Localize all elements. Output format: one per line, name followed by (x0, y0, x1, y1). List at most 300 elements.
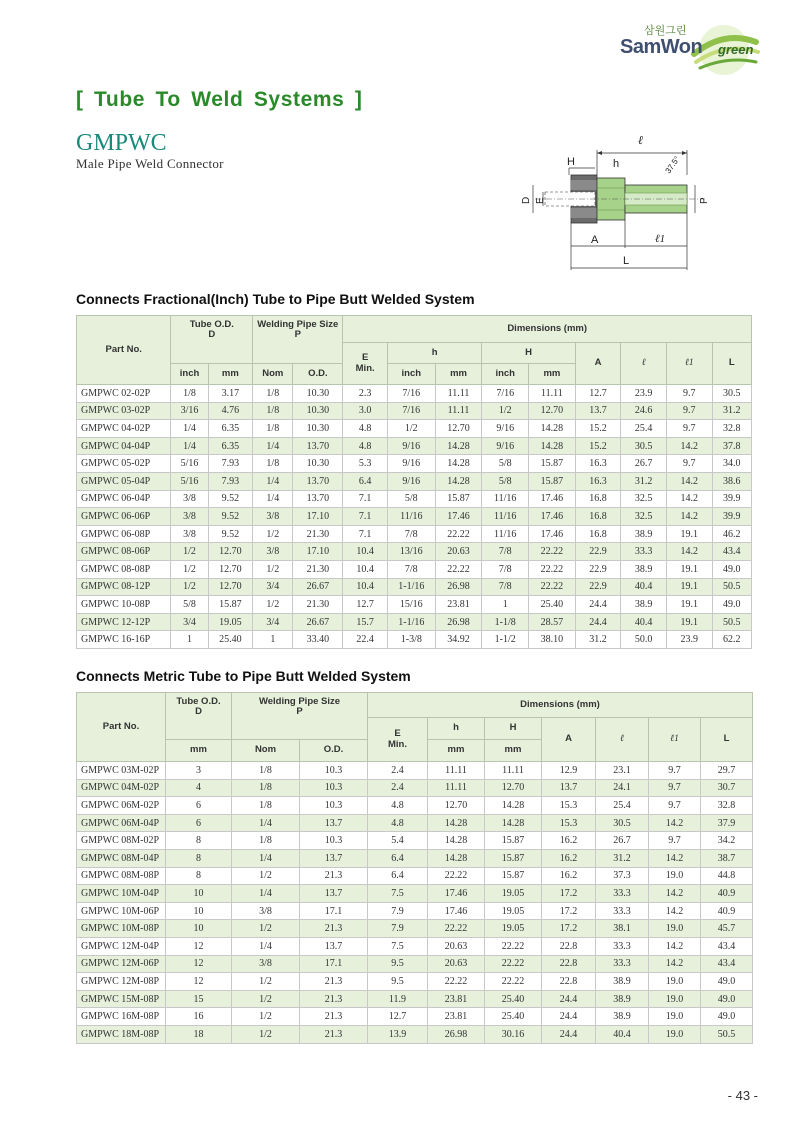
table-cell: 5/8 (387, 490, 435, 508)
table-cell: 19.1 (666, 596, 712, 614)
part-number-cell: GMPWC 08M-02P (77, 832, 166, 850)
table-cell: 49.0 (701, 990, 753, 1008)
table-cell: 7.9 (368, 920, 428, 938)
table-cell: 5.4 (368, 832, 428, 850)
table-cell: 1/8 (232, 779, 300, 797)
header-dimensions: Dimensions (mm) (343, 316, 752, 343)
part-number-cell: GMPWC 18M-08P (77, 1025, 166, 1043)
table-cell: 10 (166, 885, 232, 903)
table-cell: 49.0 (701, 1008, 753, 1026)
table-cell: 15.3 (542, 797, 596, 815)
table-cell: 12 (166, 955, 232, 973)
table-row (77, 543, 752, 561)
table-cell: 1/2 (232, 920, 300, 938)
part-number-cell: GMPWC 06M-02P (77, 797, 166, 815)
table-cell: 1/2 (171, 560, 208, 578)
table-cell: 14.28 (485, 797, 542, 815)
product-name: Male Pipe Weld Connector (76, 156, 224, 171)
table-row (77, 631, 752, 649)
table-row (77, 385, 752, 403)
table-cell: 14.28 (485, 814, 542, 832)
table-cell: 14.2 (649, 814, 701, 832)
table-cell: 21.3 (300, 1008, 368, 1026)
table-cell: 3.17 (208, 385, 253, 403)
table-cell: 21.3 (300, 1025, 368, 1043)
header-l1: ℓ1 (666, 343, 712, 385)
table-cell: 13.7 (300, 937, 368, 955)
table-cell: 40.4 (596, 1025, 649, 1043)
header-pipe-od: O.D. (300, 740, 368, 762)
header-total-l: L (701, 718, 753, 762)
part-number-cell: GMPWC 08-08P (77, 560, 171, 578)
diagram-label-P: P (699, 197, 710, 204)
table-cell: 9.7 (649, 797, 701, 815)
table-cell: 11.11 (428, 762, 485, 780)
part-number-cell: GMPWC 16-16P (77, 631, 171, 649)
table-cell: 22.22 (428, 973, 485, 991)
table-cell: 11.9 (368, 990, 428, 1008)
table-cell: 26.98 (435, 578, 482, 596)
part-number-cell: GMPWC 10M-06P (77, 902, 166, 920)
header-part-no: Part No. (77, 693, 166, 762)
part-number-cell: GMPWC 04M-02P (77, 779, 166, 797)
table-cell: 44.8 (701, 867, 753, 885)
table-cell: 40.4 (621, 578, 667, 596)
table-cell: 25.40 (485, 990, 542, 1008)
table-cell: 7.93 (208, 455, 253, 473)
part-number-cell: GMPWC 03-02P (77, 402, 171, 420)
table-cell: 22.4 (343, 631, 388, 649)
table-cell: 17.46 (529, 508, 576, 526)
table-cell: 13/16 (387, 543, 435, 561)
table-cell: 1/8 (253, 420, 293, 438)
table1-caption: Connects Fractional(Inch) Tube to Pipe Butt Welded System (76, 291, 475, 307)
table-cell: 13.7 (300, 814, 368, 832)
table-cell: 22.9 (575, 578, 621, 596)
table-cell: 26.98 (428, 1025, 485, 1043)
header-l: ℓ (596, 718, 649, 762)
header-welding-pipe-size: Welding Pipe Size P (253, 316, 343, 364)
header-total-l: L (712, 343, 751, 385)
table-cell: 24.4 (542, 1008, 596, 1026)
table-cell: 17.46 (428, 885, 485, 903)
table-cell: 22.22 (428, 867, 485, 885)
header-pipe-nom: Nom (232, 740, 300, 762)
table-row (77, 420, 752, 438)
table-cell: 10.4 (343, 560, 388, 578)
table-cell: 7/16 (387, 402, 435, 420)
table-cell: 7/16 (482, 385, 529, 403)
table-cell: 9/16 (387, 437, 435, 455)
header-e-min: E Min. (343, 343, 388, 385)
table-cell: 12.7 (343, 596, 388, 614)
header-dimensions: Dimensions (mm) (368, 693, 753, 718)
table-cell: 11.11 (485, 762, 542, 780)
table-row (77, 920, 753, 938)
table-cell: 7.1 (343, 525, 388, 543)
table-cell: 1/2 (253, 560, 293, 578)
table-cell: 4.76 (208, 402, 253, 420)
table-cell: 37.3 (596, 867, 649, 885)
header-pipe-nom: Nom (253, 364, 293, 385)
table-row (77, 455, 752, 473)
table-cell: 12.70 (435, 420, 482, 438)
connector-diagram (505, 130, 735, 275)
table-cell: 12 (166, 937, 232, 955)
table-cell: 30.5 (621, 437, 667, 455)
table-cell: 15/16 (387, 596, 435, 614)
part-number-cell: GMPWC 08M-04P (77, 849, 166, 867)
part-number-cell: GMPWC 06M-04P (77, 814, 166, 832)
table-cell: 38.9 (596, 973, 649, 991)
table-cell: 33.3 (621, 543, 667, 561)
table-cell: 14.2 (666, 437, 712, 455)
table-cell: 30.16 (485, 1025, 542, 1043)
table-cell: 1/2 (232, 1025, 300, 1043)
table-row (77, 1008, 753, 1026)
table-cell: 1-1/16 (387, 578, 435, 596)
table-cell: 1/4 (171, 420, 208, 438)
table-cell: 1/4 (253, 490, 293, 508)
table-cell: 14.28 (529, 420, 576, 438)
table-cell: 28.57 (529, 613, 576, 631)
table-cell: 19.05 (208, 613, 253, 631)
table-cell: 13.7 (300, 885, 368, 903)
table-cell: 3/4 (253, 613, 293, 631)
table-cell: 15.7 (343, 613, 388, 631)
table-cell: 16.8 (575, 490, 621, 508)
table-cell: 37.8 (712, 437, 751, 455)
table-cell: 22.8 (542, 937, 596, 955)
table-cell: 15 (166, 990, 232, 1008)
table-row (77, 1025, 753, 1043)
table-cell: 32.8 (701, 797, 753, 815)
table-cell: 16.2 (542, 832, 596, 850)
table-cell: 6.4 (368, 849, 428, 867)
table-cell: 39.9 (712, 490, 751, 508)
table-row (77, 937, 753, 955)
table-row (77, 613, 752, 631)
table-cell: 26.7 (596, 832, 649, 850)
table-cell: 14.28 (435, 437, 482, 455)
table-cell: 10.3 (300, 832, 368, 850)
table-cell: 21.30 (293, 596, 343, 614)
table-cell: 15.87 (485, 867, 542, 885)
table-cell: 10.30 (293, 385, 343, 403)
diagram-label-h: h (613, 158, 620, 170)
table-cell: 7.1 (343, 508, 388, 526)
table-cell: 7.93 (208, 472, 253, 490)
table-row (77, 490, 752, 508)
table-cell: 19.05 (485, 902, 542, 920)
table-cell: 17.10 (293, 508, 343, 526)
table-cell: 21.30 (293, 525, 343, 543)
table-cell: 12.7 (575, 385, 621, 403)
table-cell: 16.3 (575, 472, 621, 490)
table-cell: 13.7 (575, 402, 621, 420)
header-tube-mm: mm (208, 364, 253, 385)
table-cell: 32.5 (621, 490, 667, 508)
table-cell: 10.3 (300, 779, 368, 797)
table-cell: 30.5 (596, 814, 649, 832)
table-cell: 19.05 (485, 885, 542, 903)
table-cell: 16 (166, 1008, 232, 1026)
table-cell: 34.0 (712, 455, 751, 473)
table-cell: 49.0 (712, 596, 751, 614)
table-cell: 17.1 (300, 902, 368, 920)
table-cell: 10 (166, 920, 232, 938)
table-cell: 1/4 (253, 472, 293, 490)
table-cell: 2.3 (343, 385, 388, 403)
table-cell: 3/4 (171, 613, 208, 631)
table-cell: 1/2 (387, 420, 435, 438)
table-cell: 14.2 (649, 902, 701, 920)
table-cell: 3/8 (232, 902, 300, 920)
table-cell: 9.7 (666, 455, 712, 473)
table-cell: 13.70 (293, 472, 343, 490)
table-cell: 30.5 (712, 385, 751, 403)
table-cell: 11/16 (482, 508, 529, 526)
table-cell: 3/16 (171, 402, 208, 420)
table-cell: 9.52 (208, 525, 253, 543)
table-cell: 4.8 (343, 420, 388, 438)
table-row (77, 867, 753, 885)
table-row (77, 814, 753, 832)
table-cell: 46.2 (712, 525, 751, 543)
part-number-cell: GMPWC 08-12P (77, 578, 171, 596)
table-cell: 5/8 (171, 596, 208, 614)
table2-body (77, 762, 753, 1044)
table-cell: 8 (166, 849, 232, 867)
table-cell: 33.3 (596, 937, 649, 955)
table-cell: 12 (166, 973, 232, 991)
table-cell: 19.1 (666, 578, 712, 596)
table-row (77, 902, 753, 920)
table-cell: 12.70 (428, 797, 485, 815)
table-cell: 34.92 (435, 631, 482, 649)
table-cell: 25.40 (485, 1008, 542, 1026)
diagram-label-L: L (623, 255, 630, 267)
part-number-cell: GMPWC 03M-02P (77, 762, 166, 780)
table-cell: 23.81 (435, 596, 482, 614)
part-number-cell: GMPWC 12M-06P (77, 955, 166, 973)
table-cell: 15.87 (529, 455, 576, 473)
diagram-label-E: E (535, 197, 546, 204)
table-cell: 13.7 (542, 779, 596, 797)
table-cell: 18 (166, 1025, 232, 1043)
table-cell: 45.7 (701, 920, 753, 938)
table-cell: 9.7 (666, 402, 712, 420)
table-cell: 19.0 (649, 1008, 701, 1026)
table-cell: 50.5 (701, 1025, 753, 1043)
table-row (77, 973, 753, 991)
table-cell: 25.40 (208, 631, 253, 649)
table-cell: 14.28 (428, 849, 485, 867)
table-cell: 22.22 (529, 560, 576, 578)
table-cell: 6.35 (208, 437, 253, 455)
table-cell: 24.1 (596, 779, 649, 797)
table-cell: 1/8 (253, 402, 293, 420)
table-cell: 20.63 (435, 543, 482, 561)
table-cell: 19.0 (649, 990, 701, 1008)
table-row (77, 885, 753, 903)
table-cell: 22.8 (542, 973, 596, 991)
table-cell: 17.2 (542, 902, 596, 920)
table-cell: 9.7 (666, 385, 712, 403)
table-cell: 9/16 (387, 455, 435, 473)
table-cell: 13.9 (368, 1025, 428, 1043)
table-cell: 19.1 (666, 613, 712, 631)
table-cell: 17.46 (435, 508, 482, 526)
table-cell: 5/16 (171, 472, 208, 490)
table-cell: 1/4 (232, 937, 300, 955)
table-cell: 38.1 (596, 920, 649, 938)
table-cell: 43.4 (701, 937, 753, 955)
table-cell: 11/16 (387, 508, 435, 526)
table-cell: 5/8 (482, 455, 529, 473)
table-cell: 11.11 (435, 402, 482, 420)
table-cell: 1/2 (232, 1008, 300, 1026)
part-number-cell: GMPWC 06-08P (77, 525, 171, 543)
table-cell: 1/2 (482, 402, 529, 420)
table-row (77, 472, 752, 490)
table-cell: 21.3 (300, 990, 368, 1008)
header-tube-od: Tube O.D. D (166, 693, 232, 740)
table-cell: 1 (253, 631, 293, 649)
part-number-cell: GMPWC 04-04P (77, 437, 171, 455)
table-cell: 23.1 (596, 762, 649, 780)
table-cell: 10.4 (343, 543, 388, 561)
table-cell: 31.2 (575, 631, 621, 649)
table-cell: 9.5 (368, 973, 428, 991)
header-welding-pipe-size: Welding Pipe Size P (232, 693, 368, 740)
table-cell: 1/2 (171, 543, 208, 561)
header-H-mm: mm (485, 740, 542, 762)
header-h-mm: mm (428, 740, 485, 762)
table-cell: 17.46 (529, 490, 576, 508)
header-h-mm: mm (435, 364, 482, 385)
part-number-cell: GMPWC 06-04P (77, 490, 171, 508)
table-cell: 12.70 (208, 560, 253, 578)
part-number-cell: GMPWC 12M-08P (77, 973, 166, 991)
table-cell: 15.87 (485, 849, 542, 867)
table-cell: 37.9 (701, 814, 753, 832)
table-cell: 13.7 (300, 849, 368, 867)
part-number-cell: GMPWC 04-02P (77, 420, 171, 438)
table-cell: 16.2 (542, 849, 596, 867)
diagram-label-angle: 37.5° (663, 154, 682, 176)
table-cell: 19.1 (666, 525, 712, 543)
part-number-cell: GMPWC 16M-08P (77, 1008, 166, 1026)
header-l: ℓ (621, 343, 667, 385)
table1-body (77, 385, 752, 649)
header-part-no: Part No. (77, 316, 171, 385)
table-cell: 22.22 (485, 973, 542, 991)
table-cell: 1/8 (253, 385, 293, 403)
table-cell: 11/16 (482, 525, 529, 543)
table-cell: 10.30 (293, 402, 343, 420)
table-cell: 40.9 (701, 902, 753, 920)
table-cell: 21.3 (300, 867, 368, 885)
table-cell: 12.7 (368, 1008, 428, 1026)
table-cell: 15.87 (208, 596, 253, 614)
table-cell: 7/8 (482, 543, 529, 561)
part-number-cell: GMPWC 08-06P (77, 543, 171, 561)
table-row (77, 779, 753, 797)
table-cell: 13.70 (293, 437, 343, 455)
table-cell: 9/16 (482, 420, 529, 438)
table-cell: 1/4 (253, 437, 293, 455)
table-cell: 14.2 (666, 543, 712, 561)
header-h-large: H (482, 343, 575, 364)
part-number-cell: GMPWC 08M-08P (77, 867, 166, 885)
table-cell: 11.11 (529, 385, 576, 403)
table-cell: 15.87 (435, 490, 482, 508)
table-cell: 26.7 (621, 455, 667, 473)
table-cell: 49.0 (712, 560, 751, 578)
table-cell: 12.70 (208, 543, 253, 561)
part-number-cell: GMPWC 05-04P (77, 472, 171, 490)
header-H-mm: mm (529, 364, 576, 385)
table-cell: 24.4 (542, 1025, 596, 1043)
table-cell: 23.9 (666, 631, 712, 649)
table-cell: 15.2 (575, 437, 621, 455)
table-cell: 7/16 (387, 385, 435, 403)
table-cell: 9.7 (649, 762, 701, 780)
diagram-label-D: D (521, 196, 532, 204)
header-l1: ℓ1 (649, 718, 701, 762)
table-cell: 24.6 (621, 402, 667, 420)
table-row (77, 596, 752, 614)
table-cell: 43.4 (701, 955, 753, 973)
table-cell: 24.4 (575, 613, 621, 631)
table-cell: 19.05 (485, 920, 542, 938)
table-cell: 43.4 (712, 543, 751, 561)
part-number-cell: GMPWC 02-02P (77, 385, 171, 403)
table-row (77, 990, 753, 1008)
part-number-cell: GMPWC 10M-04P (77, 885, 166, 903)
table-cell: 5.3 (343, 455, 388, 473)
table-cell: 21.30 (293, 560, 343, 578)
table-cell: 33.3 (596, 902, 649, 920)
table-cell: 3/8 (171, 508, 208, 526)
table-cell: 10.3 (300, 762, 368, 780)
table-cell: 1/2 (253, 525, 293, 543)
table2-caption: Connects Metric Tube to Pipe Butt Welded System (76, 668, 411, 684)
table-cell: 26.67 (293, 613, 343, 631)
table-cell: 9.7 (666, 420, 712, 438)
table-cell: 25.40 (529, 596, 576, 614)
table-cell: 38.9 (621, 525, 667, 543)
header-tube-od: Tube O.D. D (171, 316, 253, 364)
table-cell: 38.9 (596, 990, 649, 1008)
company-logo (620, 20, 760, 80)
table-cell: 15.3 (542, 814, 596, 832)
table-cell: 23.9 (621, 385, 667, 403)
table-cell: 14.2 (666, 508, 712, 526)
table-cell: 31.2 (712, 402, 751, 420)
table-cell: 33.40 (293, 631, 343, 649)
table-cell: 49.0 (701, 973, 753, 991)
table-cell: 22.22 (485, 937, 542, 955)
table-cell: 40.4 (621, 613, 667, 631)
table-row (77, 560, 752, 578)
table-cell: 29.7 (701, 762, 753, 780)
section-title: [ Tube To Weld Systems ] (76, 88, 363, 111)
table-cell: 33.3 (596, 955, 649, 973)
table-cell: 9.7 (649, 779, 701, 797)
table-cell: 7/8 (387, 525, 435, 543)
